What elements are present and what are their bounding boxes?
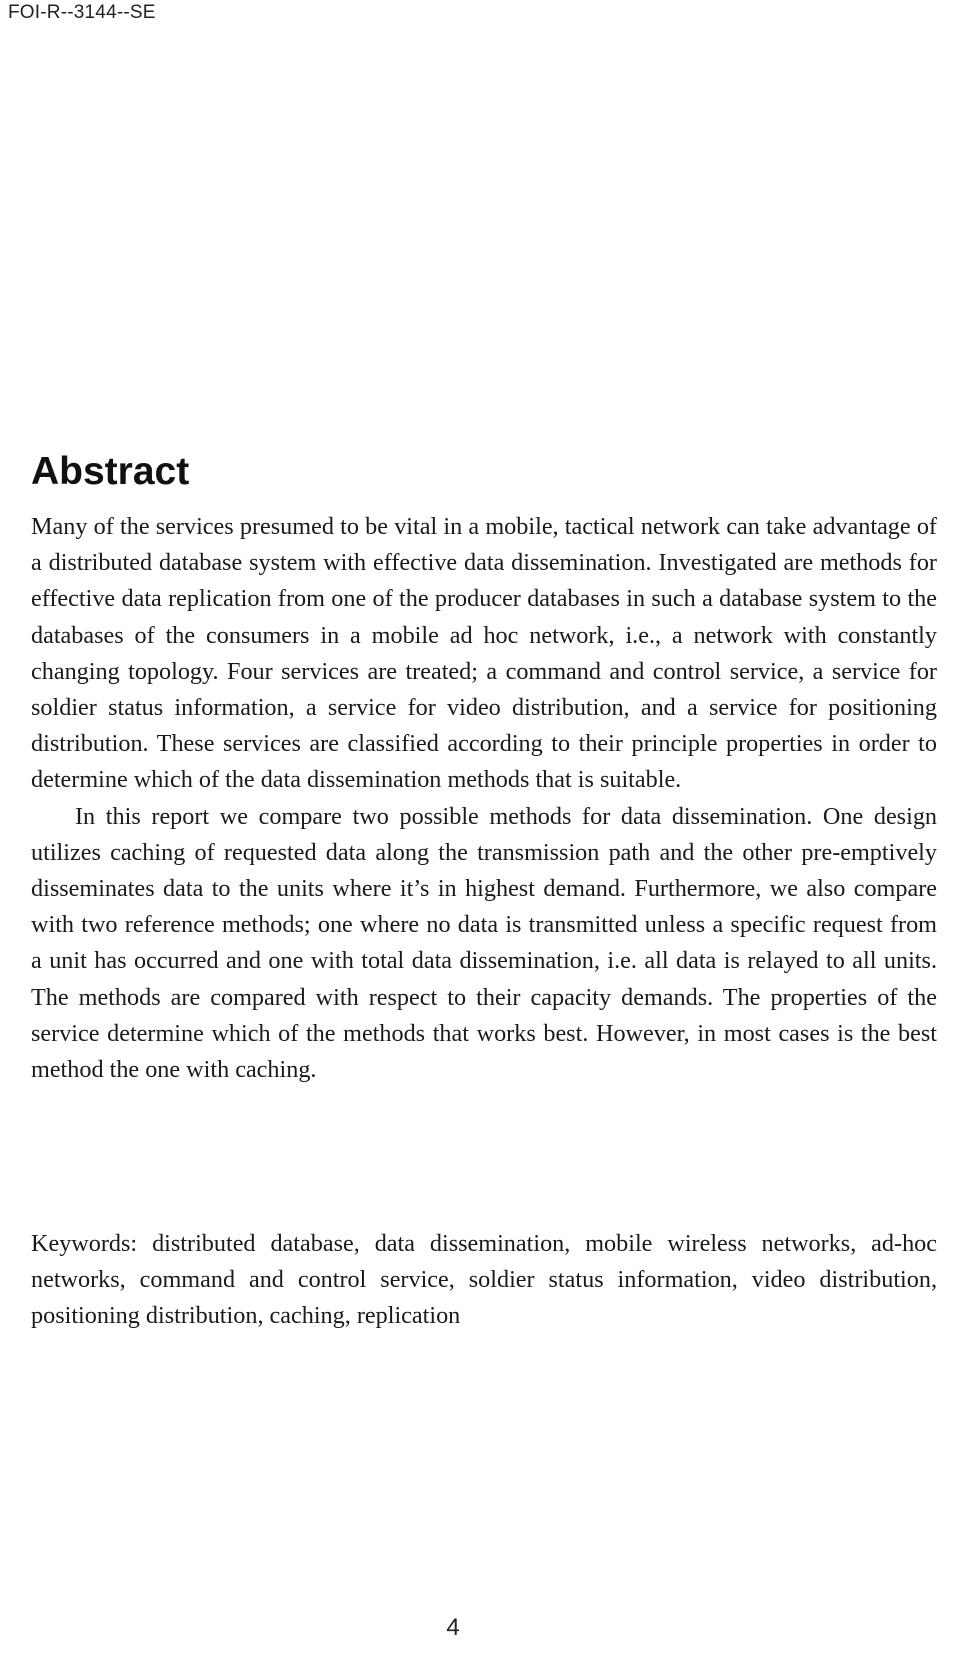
abstract-heading: Abstract <box>31 450 190 493</box>
page-number: 4 <box>446 1614 460 1641</box>
keywords: Keywords: distributed database, data dissemination, mobile wireless networks, ad-hoc networks, command and control service, soldier status information, video distribution, positioning distribution, caching, replication <box>31 1230 937 1330</box>
abstract-paragraph: In this report we compare two possible methods for data dissemination. One design utilizes caching of requested data along the transmission path and the other pre-emptively disseminates data to the units where it’s in highest demand. Furthermore, we also compare with two reference methods; one where no data is transmitted unless a specific request from a unit has occurred and one with total data dissemination, i.e. all data is relayed to all units. The methods are compared with respect to their capacity demands. The properties of the service determine which of the methods that works best. However, in most cases is the best method the one with caching. <box>31 802 937 1084</box>
report-id: FOI-R--3144--SE <box>8 2 156 23</box>
abstract-paragraph: Many of the services presumed to be vital in a mobile, tactical network can take advantage of a distributed database system with effective data dissemination. Investigated are methods for effective data replication from one of the producer databases in such a database system to the databases of the consumers in a mobile ad hoc network, i.e., a network with constantly changing topology. Four services are treated; a command and control service, a service for soldier status information, a service for video distribution, and a service for positioning distribution. These services are classified according to their principle properties in order to determine which of the data dissemination methods that is suitable. <box>31 513 937 794</box>
abstract-body <box>31 509 937 1088</box>
